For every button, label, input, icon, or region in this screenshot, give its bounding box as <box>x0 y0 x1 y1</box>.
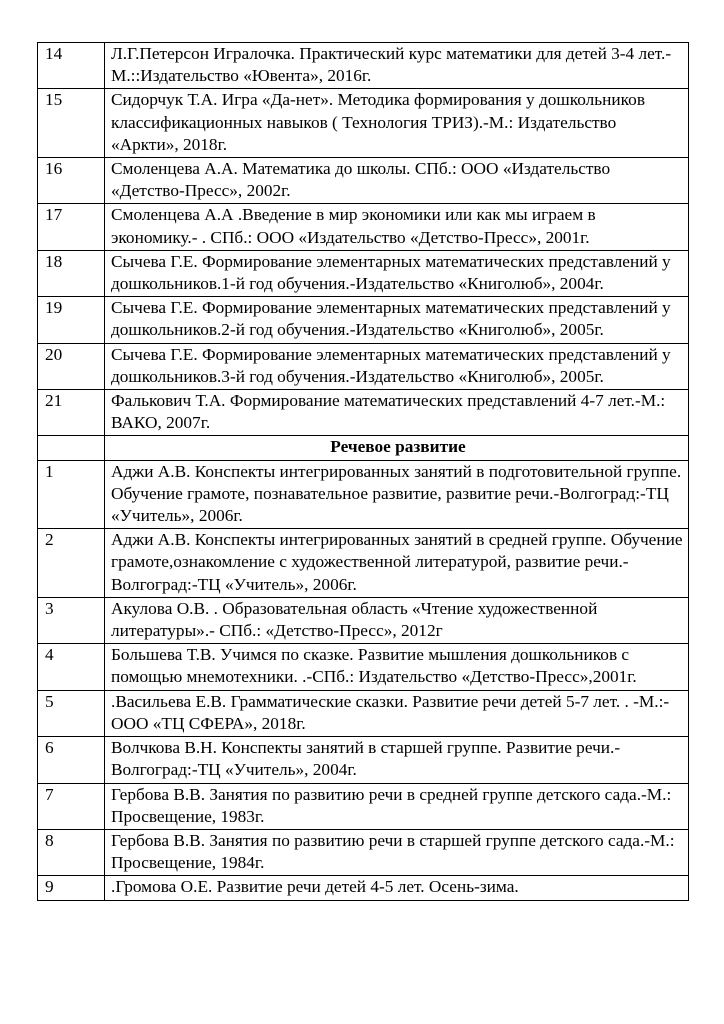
row-number: 1 <box>38 460 105 529</box>
table-row <box>38 250 689 296</box>
table-row <box>38 343 689 389</box>
row-number: 14 <box>38 43 105 89</box>
section-heading: Речевое развитие <box>105 436 689 460</box>
row-number: 15 <box>38 89 105 158</box>
reference-text: .Васильева Е.В. Грамматические сказки. Развитие речи детей 5-7 лет. . -М.:-ООО «ТЦ СФЕРА», 2018г. <box>105 690 689 736</box>
reference-text: Аджи А.В. Конспекты интегрированных занятий в средней группе. Обучение грамоте,ознакомление с художественной литературой, развитие речи.-Волгоград:-ТЦ «Учитель», 2006г. <box>105 529 689 598</box>
reference-text: Акулова О.В. . Образовательная область «Чтение художественной литературы».- СПб.: «Детство-Пресс», 2012г <box>105 597 689 643</box>
table-row <box>38 204 689 250</box>
row-number: 4 <box>38 644 105 690</box>
reference-text: Сычева Г.Е. Формирование элементарных математических представлений у дошкольников.3-й год обучения.-Издательство «Книголюб», 2005г. <box>105 343 689 389</box>
row-number: 8 <box>38 829 105 875</box>
table-row <box>38 829 689 875</box>
table-row <box>38 89 689 158</box>
section-row <box>38 436 689 460</box>
table-row <box>38 644 689 690</box>
row-number: 18 <box>38 250 105 296</box>
table-row <box>38 43 689 89</box>
reference-text: .Громова О.Е. Развитие речи детей 4-5 лет. Осень-зима. <box>105 876 689 900</box>
table-row <box>38 529 689 598</box>
row-number: 21 <box>38 390 105 436</box>
reference-text: Сычева Г.Е. Формирование элементарных математических представлений у дошкольников.1-й год обучения.-Издательство «Книголюб», 2004г. <box>105 250 689 296</box>
reference-text: Гербова В.В. Занятия по развитию речи в старшей группе детского сада.-М.: Просвещение, 1984г. <box>105 829 689 875</box>
table-row <box>38 876 689 900</box>
reference-text: Аджи А.В. Конспекты интегрированных занятий в подготовительной группе. Обучение грамоте, познавательное развитие, развитие речи.-Волгоград:-ТЦ «Учитель», 2006г. <box>105 460 689 529</box>
table-row <box>38 390 689 436</box>
table-row <box>38 460 689 529</box>
row-number: 20 <box>38 343 105 389</box>
row-number: 6 <box>38 737 105 783</box>
row-number: 5 <box>38 690 105 736</box>
table-row <box>38 783 689 829</box>
reference-text: Смоленцева А.А .Введение в мир экономики или как мы играем в экономику.- . СПб.: ООО «Издательство «Детство-Пресс», 2001г. <box>105 204 689 250</box>
table-row <box>38 158 689 204</box>
row-number: 19 <box>38 297 105 343</box>
row-number: 2 <box>38 529 105 598</box>
reference-text: Сычева Г.Е. Формирование элементарных математических представлений у дошкольников.2-й год обучения.-Издательство «Книголюб», 2005г. <box>105 297 689 343</box>
row-number: 7 <box>38 783 105 829</box>
reference-text: Большева Т.В. Учимся по сказке. Развитие мышления дошкольников с помощью мнемотехники. .-СПб.: Издательство «Детство-Пресс»,2001г. <box>105 644 689 690</box>
row-number: 3 <box>38 597 105 643</box>
bibliography-table <box>37 42 689 901</box>
row-number: 9 <box>38 876 105 900</box>
section-number-cell <box>38 436 105 460</box>
row-number: 16 <box>38 158 105 204</box>
table-row <box>38 597 689 643</box>
document-page <box>37 42 688 901</box>
table-row <box>38 690 689 736</box>
reference-text: Л.Г.Петерсон Игралочка. Практический курс математики для детей 3-4 лет.-М.::Издательство «Ювента», 2016г. <box>105 43 689 89</box>
reference-text: Смоленцева А.А. Математика до школы. СПб.: ООО «Издательство «Детство-Пресс», 2002г. <box>105 158 689 204</box>
table-row <box>38 737 689 783</box>
table-row <box>38 297 689 343</box>
reference-text: Фалькович Т.А. Формирование математических представлений 4-7 лет.-М.: ВАКО, 2007г. <box>105 390 689 436</box>
reference-text: Гербова В.В. Занятия по развитию речи в средней группе детского сада.-М.: Просвещение, 1983г. <box>105 783 689 829</box>
row-number: 17 <box>38 204 105 250</box>
reference-text: Волчкова В.Н. Конспекты занятий в старшей группе. Развитие речи.- Волгоград:-ТЦ «Учитель», 2004г. <box>105 737 689 783</box>
reference-text: Сидорчук Т.А. Игра «Да-нет». Методика формирования у дошкольников классификационных навыков ( Технология ТРИЗ).-М.: Издательство «Аркти», 2018г. <box>105 89 689 158</box>
